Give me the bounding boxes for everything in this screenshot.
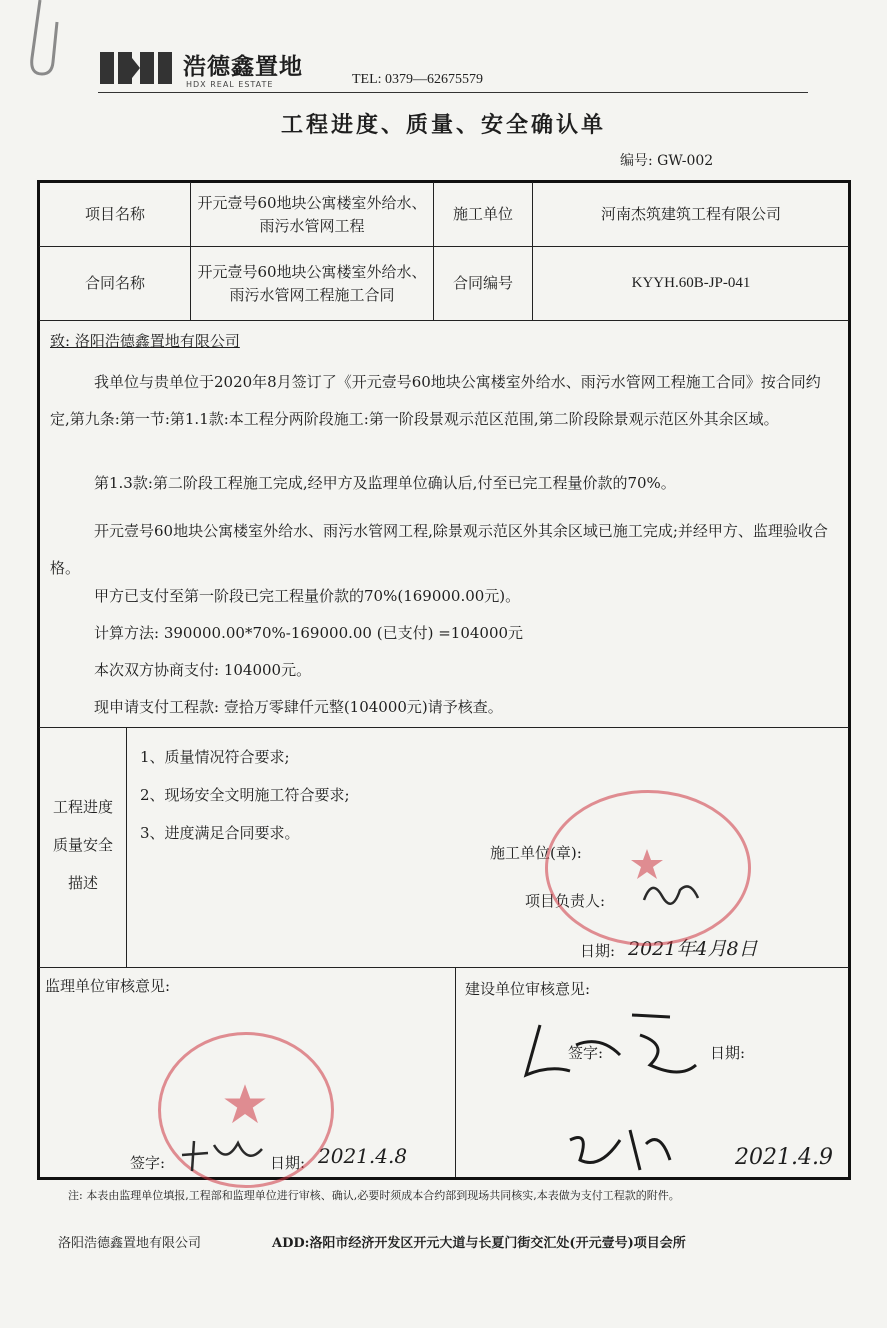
table-line xyxy=(190,182,191,320)
body-paragraph-1: 我单位与贵单位于2020年8月签订了《开元壹号60地块公寓楼室外给水、雨污水管网工程施工合同》按合同约定,第九条:第一节:第1.1款:本工程分两阶段施工:第一阶段景观示范区范围,第二阶段除景观示范区外其余区域。 xyxy=(50,373,821,428)
document-title: 工程进度、质量、安全确认单 xyxy=(280,112,606,138)
owner-date-value: 2021.4.9 xyxy=(735,1145,833,1170)
description-item: 3、进度满足合同要求。 xyxy=(140,824,300,842)
manager-signature xyxy=(640,872,710,912)
body-paragraph-5: 计算方法: 390000.00*70%-169000.00 (已支付) =104000元 xyxy=(94,624,524,642)
table-line xyxy=(455,967,456,1177)
body-paragraph-7: 现申请支付工程款: 壹拾万零肆仟元整(104000元)请予核查。 xyxy=(94,698,503,716)
owner-signature xyxy=(520,1005,700,1085)
description-label: 工程进度质量安全描述 xyxy=(52,798,113,892)
builder-seal-label: 施工单位(章): xyxy=(490,844,582,862)
body-paragraph-6: 本次双方协商支付: 104000元。 xyxy=(94,661,312,679)
description-date-label: 日期: xyxy=(580,942,616,960)
body-paragraph-2: 第1.3款:第二阶段工程施工完成,经甲方及监理单位确认后,付至已完工程量价款的70%。 xyxy=(94,474,676,492)
project-name-value: 开元壹号60地块公寓楼室外给水、雨污水管网工程 xyxy=(197,193,427,235)
addressee: 致: 洛阳浩德鑫置地有限公司 xyxy=(50,332,240,350)
table-line xyxy=(126,727,127,967)
table-line xyxy=(39,320,849,321)
star-icon xyxy=(223,1083,267,1127)
company-logo-icon xyxy=(100,50,172,86)
project-manager-label: 项目负责人: xyxy=(525,892,606,910)
brand-subtitle: HDX REAL ESTATE xyxy=(186,80,274,89)
contract-name-label: 合同名称 xyxy=(84,274,145,292)
brand-name: 浩德鑫置地 xyxy=(183,54,303,80)
supervisor-signature xyxy=(178,1135,268,1175)
footnote: 注: 本表由监理单位填报,工程部和监理单位进行审核、确认,必要时须成本合约部到现场共同核实,本表做为支付工程款的附件。 xyxy=(68,1189,680,1202)
contract-no-value: KYYH.60B-JP-041 xyxy=(631,275,751,291)
telephone: TEL: 0379—62675579 xyxy=(352,72,484,87)
description-date-value: 2021年4月8日 xyxy=(628,938,758,960)
table-line xyxy=(39,967,849,968)
owner-second-signature xyxy=(560,1120,680,1180)
body-paragraph-4: 甲方已支付至第一阶段已完工程量价款的70%(169000.00元)。 xyxy=(94,587,521,605)
contract-name-value: 开元壹号60地块公寓楼室外给水、雨污水管网工程施工合同 xyxy=(197,262,427,304)
owner-date-label: 日期: xyxy=(710,1044,746,1062)
builder-label: 施工单位 xyxy=(452,205,513,223)
description-item: 1、质量情况符合要求; xyxy=(140,748,290,766)
header-divider xyxy=(98,92,808,93)
project-name-label: 项目名称 xyxy=(84,205,145,223)
builder-value: 河南杰筑建筑工程有限公司 xyxy=(600,205,781,223)
supervisor-sign-label: 签字: xyxy=(130,1154,166,1172)
description-item: 2、现场安全文明施工符合要求; xyxy=(140,786,350,804)
description-list xyxy=(140,738,350,852)
table-line xyxy=(39,727,849,728)
builder-company-seal xyxy=(545,790,751,946)
supervisor-date-label: 日期: xyxy=(270,1154,306,1172)
body-paragraph-3: 开元壹号60地块公寓楼室外给水、雨污水管网工程,除景观示范区外其余区域已施工完成;并经甲方、监理验收合格。 xyxy=(50,522,828,577)
paper-clip-icon xyxy=(22,0,62,80)
owner-sign-label: 签字: xyxy=(568,1044,604,1062)
footer-address: ADD:洛阳市经济开发区开元大道与长夏门街交汇处(开元壹号)项目会所 xyxy=(272,1236,686,1251)
supervisor-review-label: 监理单位审核意见: xyxy=(45,977,171,995)
supervisor-date-value: 2021.4.8 xyxy=(318,1144,408,1168)
table-line xyxy=(532,182,533,320)
footer-company: 洛阳浩德鑫置地有限公司 xyxy=(58,1236,202,1251)
document-number: 编号: GW-002 xyxy=(620,153,714,169)
contract-no-label: 合同编号 xyxy=(452,274,513,292)
owner-review-label: 建设单位审核意见: xyxy=(465,980,591,998)
